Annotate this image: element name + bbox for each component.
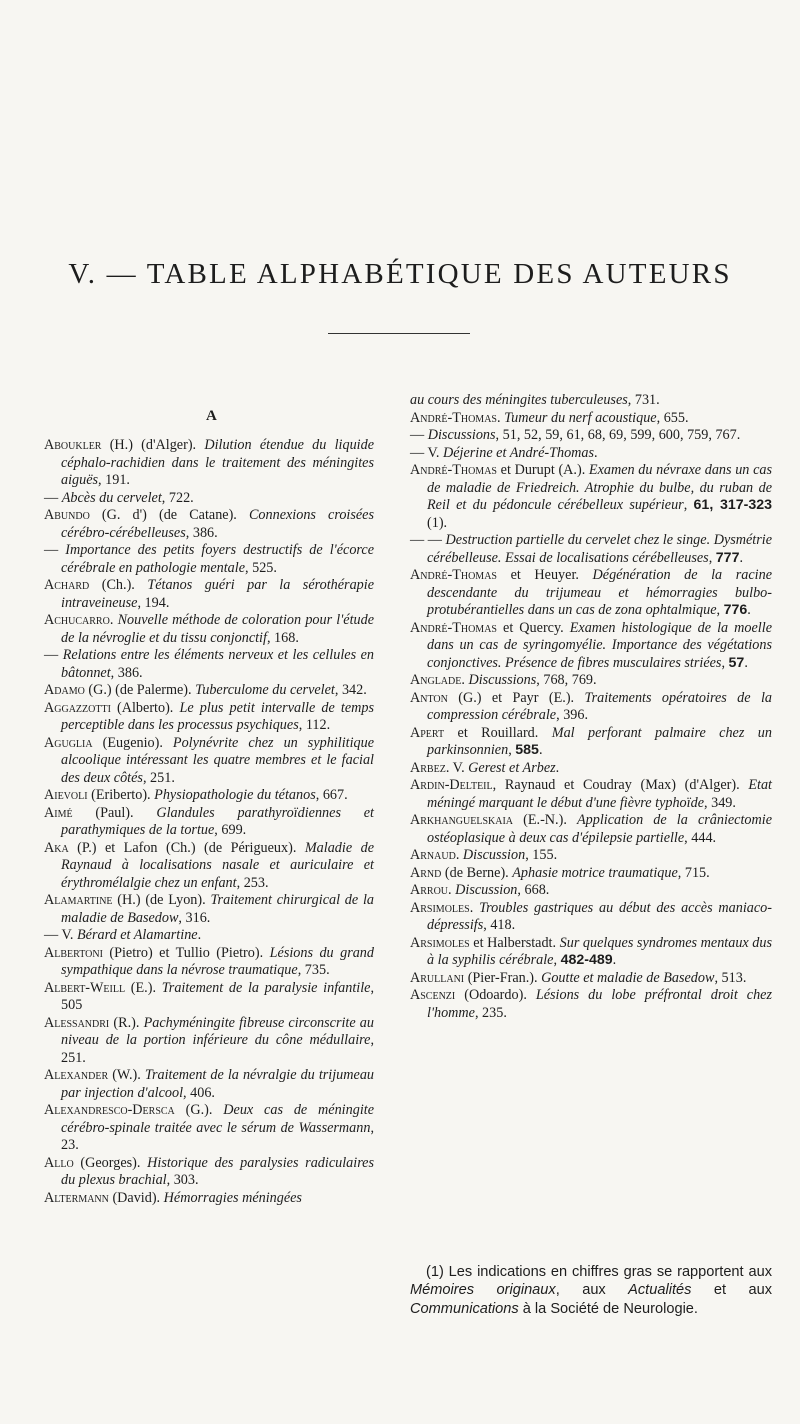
entry-pages: .	[197, 927, 202, 943]
entry-author: André-Thomas	[410, 619, 497, 636]
entry-suffix: .	[538, 742, 543, 758]
entry-title: Maladie de Raynaud à localisations nasale et auriculaire et érythromélalgie chez un enfant	[61, 839, 374, 891]
entry-details: .	[496, 409, 505, 426]
entry-details: (David).	[108, 1189, 164, 1206]
entry-pages: ,	[721, 654, 729, 671]
entry-pages: , 699.	[214, 822, 247, 838]
index-entry	[410, 847, 772, 865]
entry-bold-pages: 776	[723, 602, 748, 618]
entry-details: .	[469, 899, 480, 916]
index-entry	[44, 437, 374, 490]
index-entry	[410, 882, 772, 900]
entry-details: .	[455, 847, 463, 863]
entry-author: Ascenzi	[410, 987, 456, 1003]
entry-pages: , 386.	[110, 664, 143, 681]
entry-title: Discussion	[462, 847, 526, 863]
index-entry	[44, 927, 374, 945]
entry-pages: ,	[508, 742, 516, 758]
entry-author: Anglade	[410, 672, 462, 688]
entry-pages: ,	[708, 549, 716, 566]
entry-pages: , 194.	[137, 594, 170, 611]
footnote-emphasis: Communications	[410, 1300, 519, 1317]
entry-details: (P.) et Lafon (Ch.) (de Périgueux).	[68, 839, 305, 856]
entry-pages: ,	[716, 602, 724, 618]
entry-title: Application de la crâniectomie ostéoplasique à deux cas d'épilepsie partielle	[427, 812, 772, 846]
entry-pages: ,	[553, 952, 561, 968]
entry-pages: , 168.	[266, 629, 299, 646]
entry-details: (W.).	[108, 1067, 145, 1083]
entry-title: Traitement de la paralysie infantile	[161, 979, 371, 996]
entry-pages: , 191.	[98, 472, 130, 488]
index-entry	[410, 935, 772, 970]
entry-title: Gerest et Arbez	[468, 759, 556, 776]
entry-details: et Quercy.	[496, 619, 570, 636]
entry-pages: , 505	[61, 979, 374, 1013]
entry-title: Déjerine et André-Thomas	[443, 444, 595, 461]
entry-title: Abcès du cervelet	[61, 489, 162, 506]
index-entry	[410, 567, 772, 620]
index-entry	[410, 532, 772, 567]
entry-author: André-Thomas	[410, 462, 497, 478]
entry-title: Deux cas de méningite cérébro-spinale traitée avec le sérum de Wassermann	[61, 1102, 374, 1136]
entry-pages: , 235.	[474, 1004, 507, 1021]
index-entry	[410, 462, 772, 532]
entry-title: Dilution étendue du liquide céphalo-rachidien dans le traitement des méningites aiguës	[61, 437, 374, 488]
index-entry	[410, 620, 772, 673]
footnote-text: à la Société de Neurologie.	[518, 1300, 698, 1317]
entry-author: —	[44, 542, 66, 558]
entry-details: (Pietro) et Tullio (Pietro).	[102, 944, 270, 961]
entry-author: Aimé	[44, 804, 73, 821]
section-letter: A	[206, 408, 217, 424]
index-entry	[410, 760, 772, 778]
entry-author: Aka	[44, 839, 69, 856]
footnote-emphasis: Actualités	[628, 1282, 692, 1299]
entry-bold-pages: 777	[715, 549, 740, 566]
entry-author: Aguglia	[44, 734, 93, 751]
index-entry	[44, 735, 374, 788]
entry-author: Aboukler	[44, 437, 102, 453]
entry-author: Arrou	[410, 882, 449, 898]
entry-details: (G.) (de Palerme).	[84, 682, 196, 698]
index-entry	[410, 410, 772, 428]
entry-author: Alessandri	[44, 1014, 110, 1031]
entry-author: André-Thomas	[410, 567, 497, 583]
entry-author: Alexander	[44, 1067, 109, 1083]
footnote	[410, 1263, 772, 1319]
entry-author: Arnaud	[410, 847, 456, 863]
entry-pages: , 667.	[315, 787, 348, 803]
index-entry	[44, 945, 374, 980]
entry-details: et Rouillard.	[444, 724, 552, 741]
index-entry	[410, 812, 772, 847]
entry-pages: , 349.	[704, 794, 736, 811]
entry-bold-pages: 482-489	[560, 952, 613, 968]
entry-author: Abundo	[44, 507, 90, 523]
entry-author: Achucarro	[44, 612, 110, 628]
entry-suffix: .	[739, 549, 744, 566]
index-entry	[410, 987, 772, 1022]
entry-details: (E.-N.).	[513, 812, 577, 828]
index-entry	[44, 542, 374, 577]
index-entry	[44, 490, 374, 508]
index-entry	[44, 1190, 374, 1208]
entry-author: Altermann	[44, 1189, 109, 1206]
entry-title: au cours des méningites tuberculeuses	[410, 392, 628, 408]
entry-title: Le plus petit intervalle de temps perceptible dans les processus psychiques	[61, 699, 374, 733]
index-entry	[44, 787, 374, 805]
entry-details: , Raynaud et Coudray (Max) (d'Alger).	[492, 777, 749, 793]
entry-author: Arsimoles	[410, 899, 470, 916]
entry-details: (R.).	[109, 1014, 144, 1031]
entry-pages: , 513.	[714, 969, 747, 986]
entry-pages: , 406.	[183, 1084, 215, 1101]
index-entry	[410, 427, 772, 445]
entry-pages: , 386.	[185, 524, 218, 541]
entry-bold-pages: 585	[515, 742, 539, 758]
entry-details: . V.	[445, 759, 469, 776]
entry-pages: , 51, 52, 59, 61, 68, 69, 599, 600, 759, 767.	[495, 427, 741, 443]
index-entry	[44, 805, 374, 840]
entry-author: Alexandresco-Dersca	[44, 1102, 175, 1118]
entry-title: Aphasie motrice traumatique	[512, 864, 678, 881]
entry-pages: , 722.	[161, 489, 194, 506]
entry-pages: , 444.	[684, 829, 717, 846]
entry-title: Lésions du lobe préfrontal droit chez l'homme	[427, 987, 772, 1021]
entry-details: (H.) (d'Alger).	[101, 437, 205, 453]
entry-details: et Heuyer.	[496, 567, 593, 583]
entry-details: (Ch.).	[89, 577, 148, 593]
entry-details: et Durupt (A.).	[496, 462, 589, 478]
entry-title: Traitements opératoires de la compression cérébrale	[427, 689, 772, 723]
entry-title: Connexions croisées cérébro-cérébelleuses	[61, 507, 374, 541]
entry-author: Albertoni	[44, 944, 103, 961]
entry-title: Sur quelques syndromes mentaux dus à la syphilis cérébrale	[427, 934, 772, 968]
entry-author: Anton	[410, 689, 448, 706]
entry-title: Discussions	[427, 427, 496, 443]
entry-details: (Odoardo).	[455, 987, 536, 1003]
entry-author: Arkhanguelskaia	[410, 812, 514, 828]
index-entry	[410, 392, 772, 410]
entry-pages: , 655.	[656, 409, 689, 426]
entry-title: Hémorragies méningées	[163, 1189, 302, 1206]
entry-title: Tumeur du nerf acoustique	[504, 409, 657, 426]
entry-pages: , 23.	[61, 1119, 374, 1153]
entry-title: Relations entre les éléments nerveux et les cellules en bâtonnet	[61, 647, 375, 681]
index-entry	[44, 700, 374, 735]
entry-suffix: .	[612, 952, 617, 968]
entry-pages: , 253.	[236, 874, 269, 891]
entry-details: (G.).	[174, 1102, 224, 1118]
index-entry	[410, 970, 772, 988]
entry-pages: .	[555, 759, 560, 776]
entry-title: Nouvelle méthode de coloration pour l'étude de la névroglie et du tissu conjonctif	[61, 612, 375, 646]
entry-author: Arsimoles	[410, 934, 470, 951]
entry-bold-pages: 57	[728, 654, 745, 671]
entry-author: Aggazzotti	[44, 699, 111, 716]
index-entry	[44, 682, 374, 700]
entry-details: (Pier-Fran.).	[464, 969, 542, 986]
entry-title: Traitement de la névralgie du trijumeau par injection d'alcool	[61, 1067, 375, 1101]
entry-author: Ardin-Delteil	[410, 777, 493, 793]
entry-title: Historique des paralysies radiculaires du plexus brachial	[61, 1154, 375, 1188]
entry-title: Lésions du grand sympathique dans la névrose traumatique	[61, 944, 374, 978]
entry-title: Bérard et Alamartine	[77, 927, 198, 943]
entry-author: Arbez	[410, 759, 446, 776]
entry-details: .	[461, 672, 469, 688]
footnote-text: et aux	[691, 1282, 772, 1299]
entry-pages: , 396.	[556, 707, 589, 723]
entry-details: (Eriberto).	[87, 787, 155, 803]
entry-title: Mal perforant palmaire chez un parkinsonnien	[427, 724, 772, 758]
footnote-text: , aux	[555, 1282, 629, 1299]
entry-author: —	[44, 647, 63, 663]
entry-suffix: (1).	[427, 514, 448, 531]
entry-author: André-Thomas	[410, 409, 497, 426]
left-column	[44, 437, 374, 1207]
right-column	[410, 392, 772, 1022]
index-entry	[44, 1015, 374, 1068]
entry-author: Aievoli	[44, 787, 88, 803]
page-title: V. — TABLE ALPHABÉTIQUE DES AUTEURS	[68, 258, 732, 290]
entry-details: (H.) (de Lyon).	[112, 892, 211, 908]
index-entry	[44, 577, 374, 612]
index-entry	[44, 840, 374, 893]
index-entry	[410, 777, 772, 812]
entry-details: (Eugenio).	[92, 734, 173, 751]
entry-author: Albert-Weill	[44, 979, 126, 996]
index-entry	[44, 1102, 374, 1155]
entry-pages: , 303.	[166, 1172, 199, 1188]
entry-author: Adamo	[44, 682, 85, 698]
index-entry	[44, 1067, 374, 1102]
entry-title: Glandules parathyroïdiennes et parathymiques de la tortue	[61, 804, 374, 838]
entry-pages: , 155.	[525, 847, 558, 863]
entry-title: Examen du névraxe dans un cas de maladie de Friedreich. Atrophie du bulbe, du ruban de Reil et du pédoncule cérébelleux supérieur	[427, 462, 772, 513]
entry-title: Tuberculome du cervelet	[195, 682, 335, 698]
entry-details: et Halberstadt.	[469, 934, 560, 951]
index-entry	[44, 1155, 374, 1190]
entry-title: Polynévrite chez un syphilitique alcoolique intéressant les quatre membres et le facial des deux côtés	[61, 734, 374, 786]
entry-title: Tétanos guéri par la sérothérapie intraveineuse	[61, 577, 374, 611]
entry-title: Etat méningé marquant le début d'une fièvre typhoïde	[427, 777, 772, 811]
entry-title: Goutte et maladie de Basedow	[541, 969, 715, 986]
entry-title: Pachyméningite fibreuse circonscrite au niveau de la portion inférieure du cône médullaire	[61, 1014, 374, 1048]
entry-details: (Georges).	[73, 1154, 148, 1171]
footnote-emphasis: Mémoires originaux	[410, 1282, 556, 1299]
entry-author: — V.	[410, 444, 443, 461]
entry-pages: , 342.	[334, 682, 367, 698]
index-entry	[44, 507, 374, 542]
entry-suffix: .	[747, 602, 751, 618]
entry-bold-pages: 61, 317-323	[693, 497, 773, 513]
footnote-text: (1) Les indications en chiffres gras se rapportent aux	[426, 1263, 772, 1280]
entry-pages: ,	[683, 497, 694, 513]
entry-title: Troubles gastriques au début des accès maniaco-dépressifs	[427, 899, 772, 933]
entry-suffix: .	[744, 654, 748, 671]
entry-author: —	[410, 427, 428, 443]
entry-author: Alamartine	[44, 892, 113, 908]
index-entry	[44, 980, 374, 1015]
index-entry	[44, 892, 374, 927]
entry-details: .	[109, 612, 118, 628]
entry-details: (E.).	[125, 979, 162, 996]
entry-author: —	[44, 489, 62, 506]
entry-title: Discussions	[468, 672, 537, 688]
entry-author: Apert	[410, 724, 445, 741]
index-entry	[410, 865, 772, 883]
entry-pages: , 316.	[178, 909, 211, 926]
entry-title: Physiopathologie du tétanos	[154, 787, 316, 803]
entry-author: Allo	[44, 1154, 74, 1171]
entry-author: — —	[410, 532, 446, 548]
entry-pages: , 768, 769.	[536, 672, 597, 688]
entry-pages: , 668.	[517, 882, 550, 898]
entry-author: Arullani	[410, 969, 465, 986]
index-entry	[410, 900, 772, 935]
entry-details: (de Berne).	[441, 864, 513, 881]
entry-details: (G.) et Payr (E.).	[447, 689, 585, 706]
entry-author: Arnd	[410, 864, 442, 881]
entry-author: — V.	[44, 927, 77, 943]
entry-pages: , 251.	[142, 769, 175, 786]
entry-details: .	[448, 882, 456, 898]
title-divider	[328, 333, 470, 334]
entry-pages: , 715.	[677, 864, 710, 881]
index-entry	[410, 690, 772, 725]
entry-pages: , 251.	[61, 1032, 374, 1066]
entry-title: Traitement chirurgical de la maladie de Basedow	[61, 892, 375, 926]
entry-pages: .	[594, 444, 598, 461]
entry-title: Destruction partielle du cervelet chez le singe. Dysmétrie cérébelleuse. Essai de localisations cérébelleuses	[427, 532, 773, 566]
entry-details: (G. d') (de Catane).	[89, 507, 249, 523]
entry-title: Discussion	[455, 882, 518, 898]
entry-title: Importance des petits foyers destructifs de l'écorce cérébrale en pathologie mentale	[61, 542, 374, 576]
index-entry	[44, 612, 374, 647]
index-entry	[410, 725, 772, 760]
entry-pages: , 418.	[483, 917, 516, 933]
entry-title: Examen histologique de la moelle dans un cas de syringomyélie. Importance des végétations conjonctives. Présence de fibres musculaires striées	[427, 619, 772, 671]
entry-pages: , 112.	[298, 717, 331, 733]
entry-details: (Alberto).	[110, 699, 180, 716]
index-entry	[410, 445, 772, 463]
entry-pages: , 735.	[297, 962, 330, 978]
index-entry	[44, 647, 374, 682]
index-entry	[410, 672, 772, 690]
entry-details: (Paul).	[72, 804, 157, 821]
entry-pages: , 525.	[245, 559, 277, 576]
entry-pages: , 731.	[627, 392, 660, 408]
entry-author: Achard	[44, 577, 90, 593]
entry-title: Dégénération de la racine descendante du trijumeau et hémorragies bulbo-protubérantielles dans un cas de zona ophtalmique	[427, 567, 772, 618]
